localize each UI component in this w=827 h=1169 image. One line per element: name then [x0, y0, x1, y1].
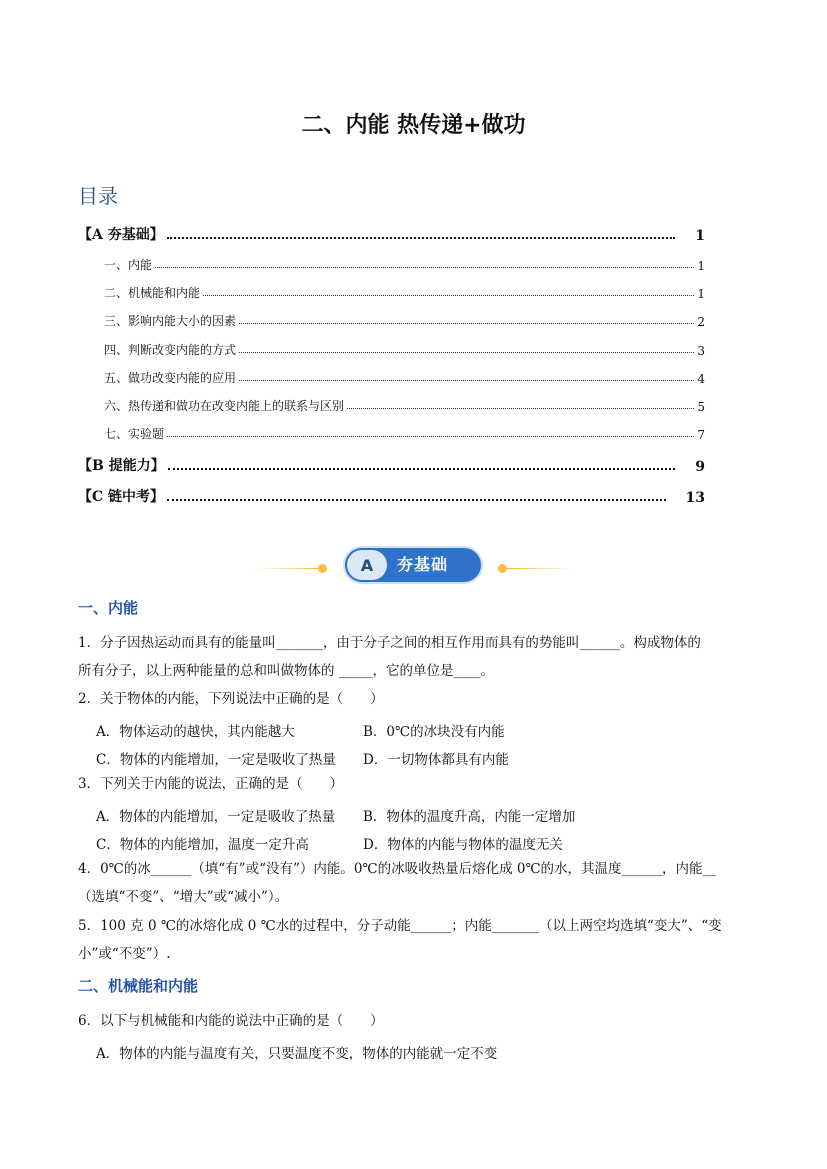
question-6: 6．以下与机械能和内能的说法中正确的是（ ） [78, 1013, 384, 1029]
option-b: B．物体的温度升高，内能一定增加 [363, 809, 576, 825]
toc-sub-label: 四、判断改变内能的方式 [104, 343, 237, 357]
toc-entry-page: 9 [695, 459, 705, 475]
toc-sub-label: 六、热传递和做功在改变内能上的联系与区别 [104, 399, 345, 413]
question-4-line2: （选填“不变”、“增大”或“减小”）。 [78, 889, 289, 905]
banner-line-right [505, 568, 575, 569]
toc-heading: 目录 [78, 184, 118, 208]
toc-leader [347, 408, 694, 409]
toc-leader [239, 323, 694, 324]
toc-leader [155, 267, 694, 268]
question-5-line2: 小”或“不变”）. [78, 946, 171, 962]
toc-entry-page: 1 [695, 228, 705, 244]
option-d: D．物体的内能与物体的温度无关 [363, 837, 563, 853]
banner-text: 夯基础 [397, 555, 449, 574]
banner-badge [343, 546, 483, 584]
question-4-line1: 4．0℃的冰______（填“有”或“没有”）内能。0℃的冰吸收热量后熔化成 0℃的水，其温度______，内能__ [78, 861, 717, 877]
toc-sub-entry[interactable] [104, 312, 705, 329]
option-a: A．物体的内能增加，一定是吸收了热量 [96, 809, 336, 825]
toc-sub-page: 4 [697, 372, 705, 386]
toc-leader [167, 237, 676, 239]
toc-leader [239, 352, 694, 353]
toc-sub-entry[interactable] [104, 284, 705, 301]
toc-sub-page: 3 [697, 344, 705, 358]
banner-letter: A [347, 550, 387, 580]
toc-entry-page: 13 [685, 490, 705, 506]
toc-sub-entry[interactable] [104, 397, 705, 414]
toc-sub-page: 1 [697, 259, 705, 273]
toc-entry-label: 【A 夯基础】 [78, 227, 164, 243]
toc-entry-label: 【B 提能力】 [78, 458, 165, 474]
banner-line-left [255, 568, 325, 569]
question-5-line1: 5．100 克 0 ℃的冰熔化成 0 ℃水的过程中，分子动能______；内能_______（以上两空均选填“变大”、“变 [78, 918, 722, 934]
toc-leader [203, 295, 694, 296]
option-c: C．物体的内能增加，一定是吸收了热量 [96, 752, 336, 768]
question-2: 2．关于物体的内能，下列说法中正确的是（ ） [78, 691, 384, 707]
question-1-line1: 1．分子因热运动而具有的能量叫_______，由于分子之间的相互作用而具有的势能叫______。构成物体的 [78, 635, 701, 651]
section-heading: 一、内能 [78, 599, 139, 617]
toc-sub-entry[interactable] [104, 369, 705, 386]
toc-leader [168, 468, 676, 470]
toc-sub-label: 五、做功改变内能的应用 [104, 371, 237, 385]
option-a: A．物体的内能与温度有关，只要温度不变，物体的内能就一定不变 [96, 1046, 498, 1062]
page-title: 二、内能 热传递+做功 [301, 113, 526, 138]
toc-sub-page: 7 [697, 428, 705, 442]
option-d: D．一切物体都具有内能 [363, 752, 509, 768]
toc-sub-page: 1 [697, 287, 705, 301]
section-heading: 二、机械能和内能 [78, 977, 199, 995]
question-1-line2: 所有分子，以上两种能量的总和叫做物体的 _____，它的单位是____。 [78, 663, 495, 679]
toc-sub-label: 三、影响内能大小的因素 [104, 314, 237, 328]
toc-leader [239, 380, 694, 381]
banner-dot-left [318, 564, 327, 573]
toc-leader [167, 436, 694, 437]
question-3: 3．下列关于内能的说法，正确的是（ ） [78, 776, 344, 792]
option-a: A．物体运动的越快，其内能越大 [96, 724, 295, 740]
toc-entry-b[interactable] [78, 455, 705, 475]
toc-sub-label: 七、实验题 [104, 427, 165, 441]
toc-entry-a[interactable] [78, 224, 705, 244]
toc-sub-entry[interactable] [104, 256, 705, 273]
option-c: C．物体的内能增加，温度一定升高 [96, 837, 309, 853]
toc-entry-label: 【C 链中考】 [78, 489, 165, 505]
toc-sub-page: 5 [697, 400, 705, 414]
toc-sub-page: 2 [697, 315, 705, 329]
toc-sub-entry[interactable] [104, 425, 705, 442]
option-b: B．0℃的冰块没有内能 [363, 724, 505, 740]
section-banner [0, 546, 827, 584]
toc-sub-label: 二、机械能和内能 [104, 286, 201, 300]
toc-leader [167, 499, 665, 501]
toc-sub-entry[interactable] [104, 341, 705, 358]
toc-sub-label: 一、内能 [104, 258, 153, 272]
toc-entry-c[interactable] [78, 486, 705, 506]
